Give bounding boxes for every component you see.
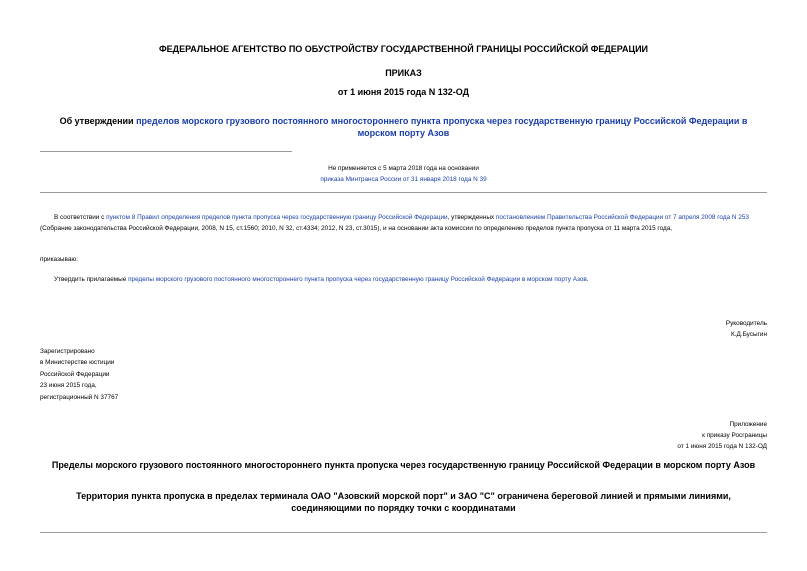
- para1-text-c: (Собрание законодательства Российской Федерации, 2008, N 15, ст.1560; 2010, N 32, ст.4334; 2012, N 23, ст.3015), и на основании акта комиссии по определению пределов пункта пропуска от 11 марта 2015 года,: [40, 225, 673, 232]
- paragraph-approve: [54, 276, 767, 283]
- para2-link-limits[interactable]: пределы морского грузового постоянного многостороннего пункта пропуска через государственную границу Российской Федерации в морском порту Азов: [128, 276, 587, 283]
- signature-role: Руководитель: [725, 320, 767, 327]
- document-title: [40, 115, 767, 139]
- signature-name: К.Д.Бусыгин: [731, 331, 767, 338]
- separator-long: [40, 192, 767, 193]
- para1-text-a: В соответствии с: [54, 214, 107, 221]
- separator-short: [40, 151, 292, 152]
- signature-block: [726, 318, 767, 340]
- paragraph-basis: [40, 212, 767, 234]
- para1-link-decree[interactable]: постановлением Правительства Российской Федерации от 7 апреля 2008 года N 253: [495, 214, 749, 221]
- para2-text-a: Утвердить прилагаемые: [54, 276, 129, 283]
- document-type: ПРИКАЗ: [385, 68, 422, 78]
- registration-line-3: Российской Федерации: [40, 370, 110, 378]
- appendix-title: Пределы морского грузового постоянного многостороннего пункта пропуска через государственную границу Российской Федерации в морском порту Азов: [51, 460, 756, 470]
- appendix-line-3: от 1 июня 2015 года N 132-ОД: [677, 443, 767, 450]
- title-prefix: Об утверждении: [59, 116, 137, 126]
- registration-line-5: регистрационный N 37767: [40, 393, 119, 401]
- appendix-block: [677, 419, 767, 452]
- notice-text: Не применяется с 5 марта 2018 года на основании: [328, 165, 479, 172]
- notice-link[interactable]: приказа Минтранса России от 31 января 2018 года N 39: [320, 176, 487, 183]
- appendix-line-1: Приложение: [729, 421, 767, 428]
- registration-line-2: в Министерстве юстиции: [40, 359, 115, 367]
- notice-link-line: [0, 176, 807, 183]
- separator-bottom: [40, 532, 767, 533]
- appendix-line-2: к приказу Росграницы: [702, 432, 767, 439]
- para1-text-b: , утвержденных: [447, 214, 496, 221]
- order-word: приказываю:: [40, 256, 78, 263]
- para2-text-b: .: [586, 276, 589, 283]
- agency-name: ФЕДЕРАЛЬНОЕ АГЕНТСТВО ПО ОБУСТРОЙСТВУ ГОСУДАРСТВЕННОЙ ГРАНИЦЫ РОССИЙСКОЙ ФЕДЕРАЦИИ: [158, 44, 649, 54]
- registration-block: [40, 346, 118, 403]
- registration-line-4: 23 июня 2015 года,: [40, 382, 97, 390]
- registration-line-1: Зарегистрировано: [40, 348, 95, 355]
- title-link[interactable]: пределов морского грузового постоянного многостороннего пункта пропуска через государственную границу Российской Федерации в морском порту Азов: [136, 116, 748, 138]
- territory-description: Территория пункта пропуска в пределах терминала ОАО "Азовский морской порт" и ЗАО "С" ограничена береговой линией и прямыми линиями, соединяющими по порядку точки с координатами: [76, 491, 731, 513]
- para1-link-rules[interactable]: пунктом 8 Правил определения пределов пункта пропуска через государственную границу Российской Федерации: [106, 214, 448, 221]
- document-date-number: от 1 июня 2015 года N 132-ОД: [337, 87, 470, 97]
